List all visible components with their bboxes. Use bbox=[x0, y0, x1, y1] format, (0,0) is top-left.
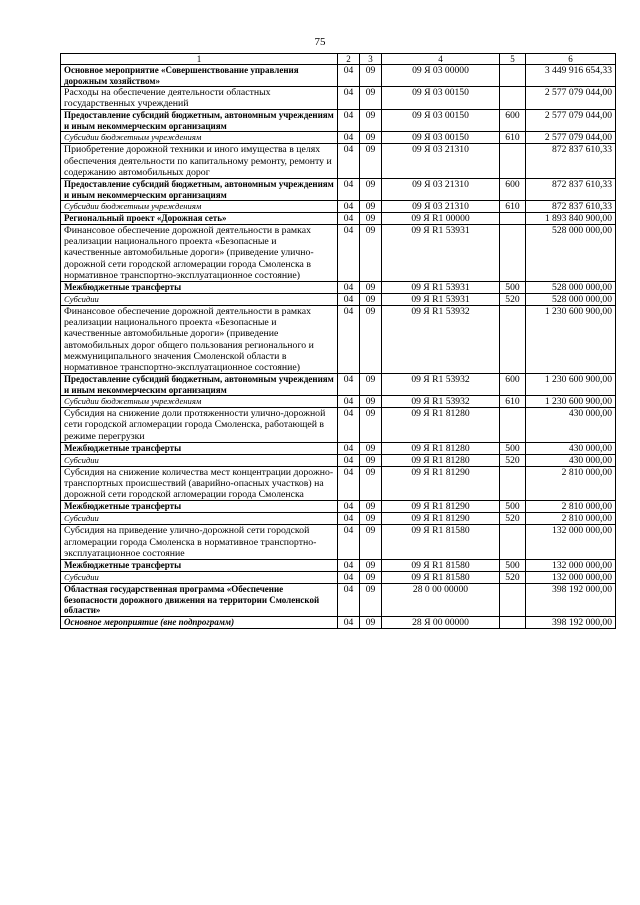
amount-cell: 430 000,00 bbox=[526, 442, 616, 454]
section-code-cell: 04 bbox=[338, 584, 360, 617]
expense-type-cell: 520 bbox=[500, 513, 526, 525]
subsection-code-cell: 09 bbox=[360, 144, 382, 179]
target-article-cell: 09 Я R1 81290 bbox=[382, 466, 500, 501]
row-name-cell: Субсидии bbox=[61, 572, 338, 584]
target-article-cell: 09 Я R1 53932 bbox=[382, 396, 500, 408]
amount-cell: 3 449 916 654,33 bbox=[526, 65, 616, 87]
expense-type-cell bbox=[500, 466, 526, 501]
amount-cell: 872 837 610,33 bbox=[526, 144, 616, 179]
amount-cell: 132 000 000,00 bbox=[526, 572, 616, 584]
header-cell-2: 2 bbox=[338, 54, 360, 65]
subsection-code-cell: 09 bbox=[360, 513, 382, 525]
expense-type-cell bbox=[500, 87, 526, 110]
amount-cell: 2 810 000,00 bbox=[526, 501, 616, 513]
table-row bbox=[61, 513, 616, 525]
amount-cell: 872 837 610,33 bbox=[526, 201, 616, 213]
amount-cell: 528 000 000,00 bbox=[526, 282, 616, 294]
row-name-cell: Межбюджетные трансферты bbox=[61, 282, 338, 294]
table-row bbox=[61, 584, 616, 617]
table-row bbox=[61, 560, 616, 572]
row-name-cell: Субсидии бюджетным учреждениям bbox=[61, 132, 338, 144]
target-article-cell: 09 Я R1 81290 bbox=[382, 513, 500, 525]
subsection-code-cell: 09 bbox=[360, 584, 382, 617]
budget-table-body bbox=[61, 54, 616, 629]
subsection-code-cell: 09 bbox=[360, 466, 382, 501]
target-article-cell: 09 Я 03 21310 bbox=[382, 144, 500, 179]
table-row bbox=[61, 225, 616, 282]
row-name-cell: Предоставление субсидий бюджетным, автономным учреждениям и иным некоммерческим организациям bbox=[61, 179, 338, 201]
target-article-cell: 09 Я R1 53932 bbox=[382, 306, 500, 374]
section-code-cell: 04 bbox=[338, 501, 360, 513]
expense-type-cell bbox=[500, 306, 526, 374]
table-row bbox=[61, 374, 616, 396]
row-name-cell: Межбюджетные трансферты bbox=[61, 442, 338, 454]
table-row bbox=[61, 65, 616, 87]
table-row bbox=[61, 408, 616, 443]
section-code-cell: 04 bbox=[338, 408, 360, 443]
page-number: 75 bbox=[314, 36, 326, 48]
target-article-cell: 09 Я R1 81580 bbox=[382, 572, 500, 584]
amount-cell: 1 893 840 900,00 bbox=[526, 213, 616, 225]
amount-cell: 430 000,00 bbox=[526, 408, 616, 443]
section-code-cell: 04 bbox=[338, 213, 360, 225]
section-code-cell: 04 bbox=[338, 396, 360, 408]
header-cell-1: 1 bbox=[61, 54, 338, 65]
row-name-cell: Субсидии бюджетным учреждениям bbox=[61, 201, 338, 213]
subsection-code-cell: 09 bbox=[360, 65, 382, 87]
table-row bbox=[61, 525, 616, 560]
subsection-code-cell: 09 bbox=[360, 225, 382, 282]
table-row bbox=[61, 294, 616, 306]
subsection-code-cell: 09 bbox=[360, 525, 382, 560]
row-name-cell: Межбюджетные трансферты bbox=[61, 501, 338, 513]
row-name-cell: Субсидия на снижение количества мест концентрации дорожно-транспортных происшествий (аварийно-опасных участков) на дорожной сети городской агломерации города Смоленска bbox=[61, 466, 338, 501]
expense-type-cell: 600 bbox=[500, 110, 526, 132]
row-name-cell: Региональный проект «Дорожная сеть» bbox=[61, 213, 338, 225]
subsection-code-cell: 09 bbox=[360, 454, 382, 466]
table-row bbox=[61, 132, 616, 144]
expense-type-cell bbox=[500, 144, 526, 179]
expense-type-cell bbox=[500, 584, 526, 617]
row-name-cell: Приобретение дорожной техники и иного имущества в целях обеспечения деятельности по капитальному ремонту, ремонту и содержанию автомобильных дорог bbox=[61, 144, 338, 179]
row-name-cell: Финансовое обеспечение дорожной деятельности в рамках реализации национального проекта «Безопасные и качественные автомобильные дороги» (приведение автомобильных дорог общего пользования регионального и межмуниципального значения Смоленской области в нормативное транспортно-эксплуатационное состояние) bbox=[61, 306, 338, 374]
subsection-code-cell: 09 bbox=[360, 442, 382, 454]
amount-cell: 1 230 600 900,00 bbox=[526, 396, 616, 408]
target-article-cell: 09 Я 03 00150 bbox=[382, 87, 500, 110]
subsection-code-cell: 09 bbox=[360, 132, 382, 144]
table-row bbox=[61, 213, 616, 225]
row-name-cell: Расходы на обеспечение деятельности областных государственных учреждений bbox=[61, 87, 338, 110]
amount-cell: 2 810 000,00 bbox=[526, 513, 616, 525]
subsection-code-cell: 09 bbox=[360, 87, 382, 110]
subsection-code-cell: 09 bbox=[360, 306, 382, 374]
amount-cell: 1 230 600 900,00 bbox=[526, 306, 616, 374]
subsection-code-cell: 09 bbox=[360, 560, 382, 572]
header-cell-5: 5 bbox=[500, 54, 526, 65]
expense-type-cell bbox=[500, 65, 526, 87]
expense-type-cell: 500 bbox=[500, 501, 526, 513]
amount-cell: 398 192 000,00 bbox=[526, 616, 616, 628]
table-row bbox=[61, 454, 616, 466]
section-code-cell: 04 bbox=[338, 454, 360, 466]
header-cell-6: 6 bbox=[526, 54, 616, 65]
table-row bbox=[61, 306, 616, 374]
section-code-cell: 04 bbox=[338, 560, 360, 572]
section-code-cell: 04 bbox=[338, 294, 360, 306]
amount-cell: 2 577 079 044,00 bbox=[526, 87, 616, 110]
amount-cell: 2 810 000,00 bbox=[526, 466, 616, 501]
amount-cell: 872 837 610,33 bbox=[526, 179, 616, 201]
section-code-cell: 04 bbox=[338, 87, 360, 110]
subsection-code-cell: 09 bbox=[360, 572, 382, 584]
expense-type-cell bbox=[500, 225, 526, 282]
section-code-cell: 04 bbox=[338, 225, 360, 282]
table-row bbox=[61, 179, 616, 201]
table-header-row bbox=[61, 54, 616, 65]
table-row bbox=[61, 572, 616, 584]
target-article-cell: 09 Я 03 00150 bbox=[382, 132, 500, 144]
expense-type-cell: 520 bbox=[500, 294, 526, 306]
section-code-cell: 04 bbox=[338, 144, 360, 179]
expense-type-cell: 610 bbox=[500, 201, 526, 213]
table-row bbox=[61, 201, 616, 213]
table-row bbox=[61, 282, 616, 294]
amount-cell: 528 000 000,00 bbox=[526, 225, 616, 282]
row-name-cell: Субсидии bbox=[61, 294, 338, 306]
header-cell-3: 3 bbox=[360, 54, 382, 65]
expense-type-cell bbox=[500, 408, 526, 443]
target-article-cell: 09 Я R1 81580 bbox=[382, 560, 500, 572]
amount-cell: 1 230 600 900,00 bbox=[526, 374, 616, 396]
target-article-cell: 09 Я R1 53931 bbox=[382, 225, 500, 282]
section-code-cell: 04 bbox=[338, 132, 360, 144]
section-code-cell: 04 bbox=[338, 616, 360, 628]
section-code-cell: 04 bbox=[338, 374, 360, 396]
table-row bbox=[61, 616, 616, 628]
amount-cell: 132 000 000,00 bbox=[526, 525, 616, 560]
amount-cell: 2 577 079 044,00 bbox=[526, 132, 616, 144]
row-name-cell: Финансовое обеспечение дорожной деятельности в рамках реализации национального проекта «Безопасные и качественные автомобильные дороги» (приведение улично-дорожной сети городской агломерации города Смоленска в нормативное транспортно-эксплуатационное состояние) bbox=[61, 225, 338, 282]
section-code-cell: 04 bbox=[338, 282, 360, 294]
table-row bbox=[61, 396, 616, 408]
expense-type-cell: 610 bbox=[500, 396, 526, 408]
header-cell-4: 4 bbox=[382, 54, 500, 65]
subsection-code-cell: 09 bbox=[360, 396, 382, 408]
expense-type-cell: 500 bbox=[500, 282, 526, 294]
amount-cell: 132 000 000,00 bbox=[526, 560, 616, 572]
row-name-cell: Субсидии bbox=[61, 513, 338, 525]
section-code-cell: 04 bbox=[338, 466, 360, 501]
row-name-cell: Областная государственная программа «Обеспечение безопасности дорожного движения на территории Смоленской области» bbox=[61, 584, 338, 617]
table-row bbox=[61, 144, 616, 179]
section-code-cell: 04 bbox=[338, 513, 360, 525]
section-code-cell: 04 bbox=[338, 110, 360, 132]
subsection-code-cell: 09 bbox=[360, 616, 382, 628]
table-row bbox=[61, 501, 616, 513]
table-row bbox=[61, 466, 616, 501]
budget-table bbox=[60, 53, 616, 629]
expense-type-cell: 600 bbox=[500, 374, 526, 396]
target-article-cell: 09 Я R1 81280 bbox=[382, 454, 500, 466]
row-name-cell: Основное мероприятие «Совершенствование управления дорожным хозяйством» bbox=[61, 65, 338, 87]
table-row bbox=[61, 442, 616, 454]
row-name-cell: Межбюджетные трансферты bbox=[61, 560, 338, 572]
table-row bbox=[61, 110, 616, 132]
section-code-cell: 04 bbox=[338, 572, 360, 584]
expense-type-cell bbox=[500, 525, 526, 560]
row-name-cell: Субсидии бюджетным учреждениям bbox=[61, 396, 338, 408]
section-code-cell: 04 bbox=[338, 525, 360, 560]
row-name-cell: Предоставление субсидий бюджетным, автономным учреждениям и иным некоммерческим организациям bbox=[61, 374, 338, 396]
target-article-cell: 09 Я R1 53932 bbox=[382, 374, 500, 396]
subsection-code-cell: 09 bbox=[360, 110, 382, 132]
subsection-code-cell: 09 bbox=[360, 374, 382, 396]
target-article-cell: 09 Я R1 81290 bbox=[382, 501, 500, 513]
target-article-cell: 09 Я R1 81280 bbox=[382, 442, 500, 454]
expense-type-cell: 610 bbox=[500, 132, 526, 144]
target-article-cell: 09 Я R1 81280 bbox=[382, 408, 500, 443]
subsection-code-cell: 09 bbox=[360, 408, 382, 443]
subsection-code-cell: 09 bbox=[360, 282, 382, 294]
target-article-cell: 09 Я 03 00150 bbox=[382, 110, 500, 132]
amount-cell: 398 192 000,00 bbox=[526, 584, 616, 617]
target-article-cell: 09 Я 03 21310 bbox=[382, 179, 500, 201]
row-name-cell: Субсидии bbox=[61, 454, 338, 466]
target-article-cell: 09 Я R1 53931 bbox=[382, 282, 500, 294]
expense-type-cell: 600 bbox=[500, 179, 526, 201]
row-name-cell: Основное мероприятие (вне подпрограмм) bbox=[61, 616, 338, 628]
amount-cell: 430 000,00 bbox=[526, 454, 616, 466]
expense-type-cell: 500 bbox=[500, 442, 526, 454]
expense-type-cell bbox=[500, 616, 526, 628]
row-name-cell: Субсидия на приведение улично-дорожной сети городской агломерации города Смоленска в нормативное транспортно-эксплуатационное состояние bbox=[61, 525, 338, 560]
section-code-cell: 04 bbox=[338, 65, 360, 87]
section-code-cell: 04 bbox=[338, 306, 360, 374]
table-row bbox=[61, 87, 616, 110]
subsection-code-cell: 09 bbox=[360, 501, 382, 513]
expense-type-cell: 520 bbox=[500, 572, 526, 584]
expense-type-cell: 520 bbox=[500, 454, 526, 466]
expense-type-cell: 500 bbox=[500, 560, 526, 572]
target-article-cell: 28 0 00 00000 bbox=[382, 584, 500, 617]
section-code-cell: 04 bbox=[338, 201, 360, 213]
subsection-code-cell: 09 bbox=[360, 213, 382, 225]
subsection-code-cell: 09 bbox=[360, 201, 382, 213]
section-code-cell: 04 bbox=[338, 442, 360, 454]
target-article-cell: 09 Я 03 21310 bbox=[382, 201, 500, 213]
row-name-cell: Субсидия на снижение доли протяженности улично-дорожной сети городской агломерации города Смоленска, работающей в режиме перегрузки bbox=[61, 408, 338, 443]
target-article-cell: 09 Я R1 53931 bbox=[382, 294, 500, 306]
section-code-cell: 04 bbox=[338, 179, 360, 201]
amount-cell: 2 577 079 044,00 bbox=[526, 110, 616, 132]
target-article-cell: 09 Я R1 00000 bbox=[382, 213, 500, 225]
row-name-cell: Предоставление субсидий бюджетным, автономным учреждениям и иным некоммерческим организациям bbox=[61, 110, 338, 132]
target-article-cell: 09 Я 03 00000 bbox=[382, 65, 500, 87]
subsection-code-cell: 09 bbox=[360, 179, 382, 201]
amount-cell: 528 000 000,00 bbox=[526, 294, 616, 306]
subsection-code-cell: 09 bbox=[360, 294, 382, 306]
expense-type-cell bbox=[500, 213, 526, 225]
target-article-cell: 28 Я 00 00000 bbox=[382, 616, 500, 628]
target-article-cell: 09 Я R1 81580 bbox=[382, 525, 500, 560]
